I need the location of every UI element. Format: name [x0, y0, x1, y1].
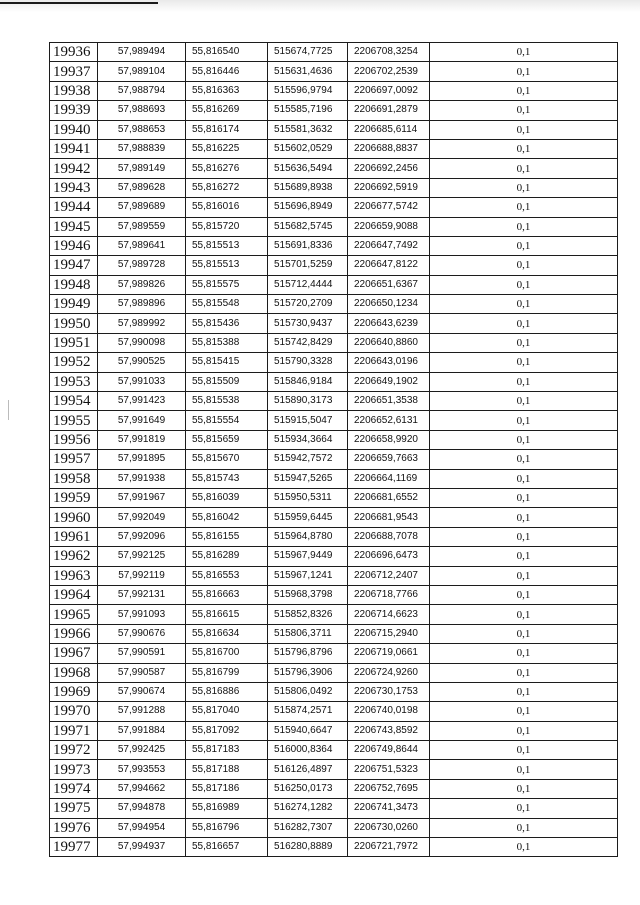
latitude-cell: 57,991967	[98, 488, 186, 507]
accuracy-cell: 0,1	[430, 236, 618, 255]
coord-x-cell: 515796,8796	[268, 644, 348, 663]
table-row	[50, 217, 618, 236]
longitude-cell: 55,816989	[186, 799, 268, 818]
point-number-cell: 19940	[50, 120, 98, 139]
longitude-cell: 55,815743	[186, 469, 268, 488]
coord-y-cell: 2206640,8860	[348, 333, 430, 352]
longitude-cell: 55,817040	[186, 702, 268, 721]
coord-y-cell: 2206691,2879	[348, 101, 430, 120]
coord-x-cell: 515846,9184	[268, 372, 348, 391]
table-row	[50, 372, 618, 391]
coord-y-cell: 2206718,7766	[348, 585, 430, 604]
coord-x-cell: 515796,3906	[268, 663, 348, 682]
coord-y-cell: 2206664,1169	[348, 469, 430, 488]
accuracy-cell: 0,1	[430, 624, 618, 643]
point-number-cell: 19955	[50, 411, 98, 430]
accuracy-cell: 0,1	[430, 353, 618, 372]
coord-x-cell: 515689,8938	[268, 178, 348, 197]
latitude-cell: 57,992119	[98, 566, 186, 585]
accuracy-cell: 0,1	[430, 488, 618, 507]
coord-x-cell: 515691,8336	[268, 236, 348, 255]
table-row	[50, 275, 618, 294]
point-number-cell: 19945	[50, 217, 98, 236]
accuracy-cell: 0,1	[430, 508, 618, 527]
latitude-cell: 57,992125	[98, 547, 186, 566]
coord-x-cell: 515950,5311	[268, 488, 348, 507]
latitude-cell: 57,988839	[98, 139, 186, 158]
latitude-cell: 57,989728	[98, 256, 186, 275]
longitude-cell: 55,817183	[186, 741, 268, 760]
point-number-cell: 19967	[50, 644, 98, 663]
table-row	[50, 353, 618, 372]
accuracy-cell: 0,1	[430, 120, 618, 139]
coord-x-cell: 515967,1241	[268, 566, 348, 585]
longitude-cell: 55,817186	[186, 779, 268, 798]
coord-y-cell: 2206649,1902	[348, 372, 430, 391]
latitude-cell: 57,989559	[98, 217, 186, 236]
latitude-cell: 57,994662	[98, 779, 186, 798]
coord-y-cell: 2206659,7663	[348, 450, 430, 469]
coord-y-cell: 2206643,0196	[348, 353, 430, 372]
table-body	[50, 43, 618, 857]
longitude-cell: 55,815513	[186, 236, 268, 255]
coord-y-cell: 2206685,6114	[348, 120, 430, 139]
latitude-cell: 57,988653	[98, 120, 186, 139]
point-number-cell: 19969	[50, 682, 98, 701]
latitude-cell: 57,990674	[98, 682, 186, 701]
longitude-cell: 55,816540	[186, 43, 268, 62]
accuracy-cell: 0,1	[430, 411, 618, 430]
latitude-cell: 57,991033	[98, 372, 186, 391]
latitude-cell: 57,989104	[98, 62, 186, 81]
latitude-cell: 57,991884	[98, 721, 186, 740]
accuracy-cell: 0,1	[430, 644, 618, 663]
longitude-cell: 55,815538	[186, 392, 268, 411]
coord-x-cell: 515696,8949	[268, 198, 348, 217]
accuracy-cell: 0,1	[430, 81, 618, 100]
coord-y-cell: 2206702,2539	[348, 62, 430, 81]
point-number-cell: 19944	[50, 198, 98, 217]
coordinates-table	[49, 42, 618, 857]
coord-x-cell: 516280,8889	[268, 838, 348, 857]
accuracy-cell: 0,1	[430, 450, 618, 469]
point-number-cell: 19977	[50, 838, 98, 857]
table-row	[50, 411, 618, 430]
coord-y-cell: 2206688,8837	[348, 139, 430, 158]
point-number-cell: 19963	[50, 566, 98, 585]
coord-x-cell: 515674,7725	[268, 43, 348, 62]
longitude-cell: 55,815513	[186, 256, 268, 275]
longitude-cell: 55,815415	[186, 353, 268, 372]
coord-x-cell: 515602,0529	[268, 139, 348, 158]
accuracy-cell: 0,1	[430, 178, 618, 197]
coord-x-cell: 515915,5047	[268, 411, 348, 430]
coord-x-cell: 515682,5745	[268, 217, 348, 236]
accuracy-cell: 0,1	[430, 430, 618, 449]
longitude-cell: 55,815670	[186, 450, 268, 469]
table-row	[50, 682, 618, 701]
point-number-cell: 19970	[50, 702, 98, 721]
latitude-cell: 57,990591	[98, 644, 186, 663]
coord-x-cell: 515806,0492	[268, 682, 348, 701]
point-number-cell: 19954	[50, 392, 98, 411]
longitude-cell: 55,815575	[186, 275, 268, 294]
table-row	[50, 159, 618, 178]
latitude-cell: 57,992049	[98, 508, 186, 527]
coord-y-cell: 2206681,6552	[348, 488, 430, 507]
coord-x-cell: 516000,8364	[268, 741, 348, 760]
longitude-cell: 55,816269	[186, 101, 268, 120]
coord-x-cell: 516274,1282	[268, 799, 348, 818]
longitude-cell: 55,816276	[186, 159, 268, 178]
point-number-cell: 19958	[50, 469, 98, 488]
latitude-cell: 57,992096	[98, 527, 186, 546]
coord-y-cell: 2206708,3254	[348, 43, 430, 62]
accuracy-cell: 0,1	[430, 275, 618, 294]
coord-x-cell: 515947,5265	[268, 469, 348, 488]
coord-x-cell: 515585,7196	[268, 101, 348, 120]
coord-x-cell: 515730,9437	[268, 314, 348, 333]
coord-y-cell: 2206741,3473	[348, 799, 430, 818]
accuracy-cell: 0,1	[430, 663, 618, 682]
coord-x-cell: 515596,9794	[268, 81, 348, 100]
point-number-cell: 19946	[50, 236, 98, 255]
point-number-cell: 19959	[50, 488, 98, 507]
accuracy-cell: 0,1	[430, 741, 618, 760]
coord-y-cell: 2206688,7078	[348, 527, 430, 546]
accuracy-cell: 0,1	[430, 372, 618, 391]
coord-y-cell: 2206696,6473	[348, 547, 430, 566]
table-row	[50, 547, 618, 566]
longitude-cell: 55,817188	[186, 760, 268, 779]
accuracy-cell: 0,1	[430, 527, 618, 546]
point-number-cell: 19973	[50, 760, 98, 779]
coord-x-cell: 515712,4444	[268, 275, 348, 294]
table-row	[50, 702, 618, 721]
accuracy-cell: 0,1	[430, 721, 618, 740]
longitude-cell: 55,816553	[186, 566, 268, 585]
point-number-cell: 19950	[50, 314, 98, 333]
longitude-cell: 55,815720	[186, 217, 268, 236]
accuracy-cell: 0,1	[430, 62, 618, 81]
coord-y-cell: 2206749,8644	[348, 741, 430, 760]
point-number-cell: 19974	[50, 779, 98, 798]
latitude-cell: 57,990525	[98, 353, 186, 372]
table-row	[50, 838, 618, 857]
table-row	[50, 43, 618, 62]
accuracy-cell: 0,1	[430, 469, 618, 488]
point-number-cell: 19976	[50, 818, 98, 837]
coord-y-cell: 2206721,7972	[348, 838, 430, 857]
table-row	[50, 139, 618, 158]
accuracy-cell: 0,1	[430, 838, 618, 857]
point-number-cell: 19938	[50, 81, 98, 100]
table-row	[50, 779, 618, 798]
point-number-cell: 19975	[50, 799, 98, 818]
longitude-cell: 55,816886	[186, 682, 268, 701]
longitude-cell: 55,816225	[186, 139, 268, 158]
table-row	[50, 663, 618, 682]
longitude-cell: 55,816363	[186, 81, 268, 100]
table-row	[50, 101, 618, 120]
accuracy-cell: 0,1	[430, 139, 618, 158]
accuracy-cell: 0,1	[430, 799, 618, 818]
point-number-cell: 19960	[50, 508, 98, 527]
table-row	[50, 430, 618, 449]
point-number-cell: 19948	[50, 275, 98, 294]
coord-y-cell: 2206692,2456	[348, 159, 430, 178]
table-row	[50, 450, 618, 469]
coord-x-cell: 515631,4636	[268, 62, 348, 81]
coord-y-cell: 2206715,2940	[348, 624, 430, 643]
scan-mark	[8, 400, 9, 420]
latitude-cell: 57,990587	[98, 663, 186, 682]
point-number-cell: 19962	[50, 547, 98, 566]
table-row	[50, 760, 618, 779]
latitude-cell: 57,989494	[98, 43, 186, 62]
coord-x-cell: 515964,8780	[268, 527, 348, 546]
latitude-cell: 57,992131	[98, 585, 186, 604]
longitude-cell: 55,816042	[186, 508, 268, 527]
longitude-cell: 55,816615	[186, 605, 268, 624]
coord-x-cell: 515959,6445	[268, 508, 348, 527]
table-row	[50, 527, 618, 546]
coord-x-cell: 515636,5494	[268, 159, 348, 178]
coord-x-cell: 515874,2571	[268, 702, 348, 721]
latitude-cell: 57,989149	[98, 159, 186, 178]
coord-x-cell: 516282,7307	[268, 818, 348, 837]
latitude-cell: 57,990676	[98, 624, 186, 643]
latitude-cell: 57,994878	[98, 799, 186, 818]
point-number-cell: 19939	[50, 101, 98, 120]
longitude-cell: 55,815548	[186, 295, 268, 314]
latitude-cell: 57,991423	[98, 392, 186, 411]
coord-x-cell: 515967,9449	[268, 547, 348, 566]
point-number-cell: 19961	[50, 527, 98, 546]
table-row	[50, 120, 618, 139]
coord-x-cell: 515701,5259	[268, 256, 348, 275]
longitude-cell: 55,816634	[186, 624, 268, 643]
latitude-cell: 57,991819	[98, 430, 186, 449]
accuracy-cell: 0,1	[430, 702, 618, 721]
table-row	[50, 624, 618, 643]
coord-x-cell: 515720,2709	[268, 295, 348, 314]
longitude-cell: 55,817092	[186, 721, 268, 740]
table-row	[50, 741, 618, 760]
point-number-cell: 19972	[50, 741, 98, 760]
coord-y-cell: 2206681,9543	[348, 508, 430, 527]
table-row	[50, 585, 618, 604]
coord-x-cell: 515940,6647	[268, 721, 348, 740]
point-number-cell: 19966	[50, 624, 98, 643]
longitude-cell: 55,815388	[186, 333, 268, 352]
longitude-cell: 55,816796	[186, 818, 268, 837]
latitude-cell: 57,990098	[98, 333, 186, 352]
coord-x-cell: 515852,8326	[268, 605, 348, 624]
coord-y-cell: 2206697,0092	[348, 81, 430, 100]
accuracy-cell: 0,1	[430, 43, 618, 62]
latitude-cell: 57,988693	[98, 101, 186, 120]
coord-y-cell: 2206647,8122	[348, 256, 430, 275]
accuracy-cell: 0,1	[430, 333, 618, 352]
coord-y-cell: 2206647,7492	[348, 236, 430, 255]
point-number-cell: 19968	[50, 663, 98, 682]
coord-y-cell: 2206692,5919	[348, 178, 430, 197]
accuracy-cell: 0,1	[430, 392, 618, 411]
table-row	[50, 469, 618, 488]
top-rule	[0, 2, 158, 4]
coord-x-cell: 515968,3798	[268, 585, 348, 604]
coord-x-cell: 515890,3173	[268, 392, 348, 411]
point-number-cell: 19942	[50, 159, 98, 178]
longitude-cell: 55,816016	[186, 198, 268, 217]
latitude-cell: 57,989992	[98, 314, 186, 333]
coord-y-cell: 2206659,9088	[348, 217, 430, 236]
latitude-cell: 57,989689	[98, 198, 186, 217]
point-number-cell: 19937	[50, 62, 98, 81]
point-number-cell: 19965	[50, 605, 98, 624]
longitude-cell: 55,815659	[186, 430, 268, 449]
coord-y-cell: 2206730,0260	[348, 818, 430, 837]
accuracy-cell: 0,1	[430, 101, 618, 120]
longitude-cell: 55,816799	[186, 663, 268, 682]
coord-x-cell: 515742,8429	[268, 333, 348, 352]
point-number-cell: 19953	[50, 372, 98, 391]
coord-y-cell: 2206740,0198	[348, 702, 430, 721]
latitude-cell: 57,992425	[98, 741, 186, 760]
longitude-cell: 55,816446	[186, 62, 268, 81]
coord-y-cell: 2206658,9920	[348, 430, 430, 449]
table-row	[50, 178, 618, 197]
accuracy-cell: 0,1	[430, 566, 618, 585]
coord-x-cell: 515806,3711	[268, 624, 348, 643]
point-number-cell: 19941	[50, 139, 98, 158]
longitude-cell: 55,815509	[186, 372, 268, 391]
point-number-cell: 19949	[50, 295, 98, 314]
longitude-cell: 55,816272	[186, 178, 268, 197]
longitude-cell: 55,816663	[186, 585, 268, 604]
point-number-cell: 19956	[50, 430, 98, 449]
latitude-cell: 57,993553	[98, 760, 186, 779]
coord-y-cell: 2206652,6131	[348, 411, 430, 430]
coord-x-cell: 515581,3632	[268, 120, 348, 139]
table-row	[50, 721, 618, 740]
point-number-cell: 19964	[50, 585, 98, 604]
latitude-cell: 57,989826	[98, 275, 186, 294]
accuracy-cell: 0,1	[430, 314, 618, 333]
coord-y-cell: 2206651,6367	[348, 275, 430, 294]
coord-y-cell: 2206712,2407	[348, 566, 430, 585]
latitude-cell: 57,991938	[98, 469, 186, 488]
point-number-cell: 19943	[50, 178, 98, 197]
latitude-cell: 57,994954	[98, 818, 186, 837]
table-row	[50, 508, 618, 527]
point-number-cell: 19971	[50, 721, 98, 740]
latitude-cell: 57,988794	[98, 81, 186, 100]
longitude-cell: 55,815554	[186, 411, 268, 430]
point-number-cell: 19951	[50, 333, 98, 352]
longitude-cell: 55,816289	[186, 547, 268, 566]
accuracy-cell: 0,1	[430, 547, 618, 566]
coord-x-cell: 515790,3328	[268, 353, 348, 372]
coord-y-cell: 2206730,1753	[348, 682, 430, 701]
coord-y-cell: 2206650,1234	[348, 295, 430, 314]
latitude-cell: 57,989641	[98, 236, 186, 255]
table-row	[50, 392, 618, 411]
coord-x-cell: 515934,3664	[268, 430, 348, 449]
accuracy-cell: 0,1	[430, 682, 618, 701]
longitude-cell: 55,816700	[186, 644, 268, 663]
accuracy-cell: 0,1	[430, 256, 618, 275]
accuracy-cell: 0,1	[430, 198, 618, 217]
table-row	[50, 818, 618, 837]
longitude-cell: 55,816039	[186, 488, 268, 507]
coord-y-cell: 2206724,9260	[348, 663, 430, 682]
latitude-cell: 57,991649	[98, 411, 186, 430]
table-row	[50, 566, 618, 585]
table-row	[50, 198, 618, 217]
coord-x-cell: 516126,4897	[268, 760, 348, 779]
accuracy-cell: 0,1	[430, 585, 618, 604]
coord-x-cell: 515942,7572	[268, 450, 348, 469]
coord-y-cell: 2206752,7695	[348, 779, 430, 798]
accuracy-cell: 0,1	[430, 217, 618, 236]
table-row	[50, 62, 618, 81]
table-row	[50, 256, 618, 275]
longitude-cell: 55,816657	[186, 838, 268, 857]
point-number-cell: 19957	[50, 450, 98, 469]
table-row	[50, 605, 618, 624]
latitude-cell: 57,989896	[98, 295, 186, 314]
table-row	[50, 488, 618, 507]
coord-y-cell: 2206751,5323	[348, 760, 430, 779]
accuracy-cell: 0,1	[430, 760, 618, 779]
point-number-cell: 19936	[50, 43, 98, 62]
latitude-cell: 57,994937	[98, 838, 186, 857]
table-row	[50, 314, 618, 333]
accuracy-cell: 0,1	[430, 605, 618, 624]
coord-y-cell: 2206677,5742	[348, 198, 430, 217]
accuracy-cell: 0,1	[430, 295, 618, 314]
table-row	[50, 295, 618, 314]
longitude-cell: 55,816155	[186, 527, 268, 546]
latitude-cell: 57,991288	[98, 702, 186, 721]
table-row	[50, 333, 618, 352]
latitude-cell: 57,991093	[98, 605, 186, 624]
latitude-cell: 57,989628	[98, 178, 186, 197]
coord-x-cell: 516250,0173	[268, 779, 348, 798]
point-number-cell: 19952	[50, 353, 98, 372]
latitude-cell: 57,991895	[98, 450, 186, 469]
coord-y-cell: 2206651,3538	[348, 392, 430, 411]
coord-y-cell: 2206719,0661	[348, 644, 430, 663]
coord-y-cell: 2206743,8592	[348, 721, 430, 740]
accuracy-cell: 0,1	[430, 159, 618, 178]
accuracy-cell: 0,1	[430, 779, 618, 798]
coord-y-cell: 2206643,6239	[348, 314, 430, 333]
table-row	[50, 644, 618, 663]
coord-y-cell: 2206714,6623	[348, 605, 430, 624]
longitude-cell: 55,816174	[186, 120, 268, 139]
accuracy-cell: 0,1	[430, 818, 618, 837]
table-row	[50, 799, 618, 818]
table-row	[50, 81, 618, 100]
point-number-cell: 19947	[50, 256, 98, 275]
longitude-cell: 55,815436	[186, 314, 268, 333]
table-row	[50, 236, 618, 255]
